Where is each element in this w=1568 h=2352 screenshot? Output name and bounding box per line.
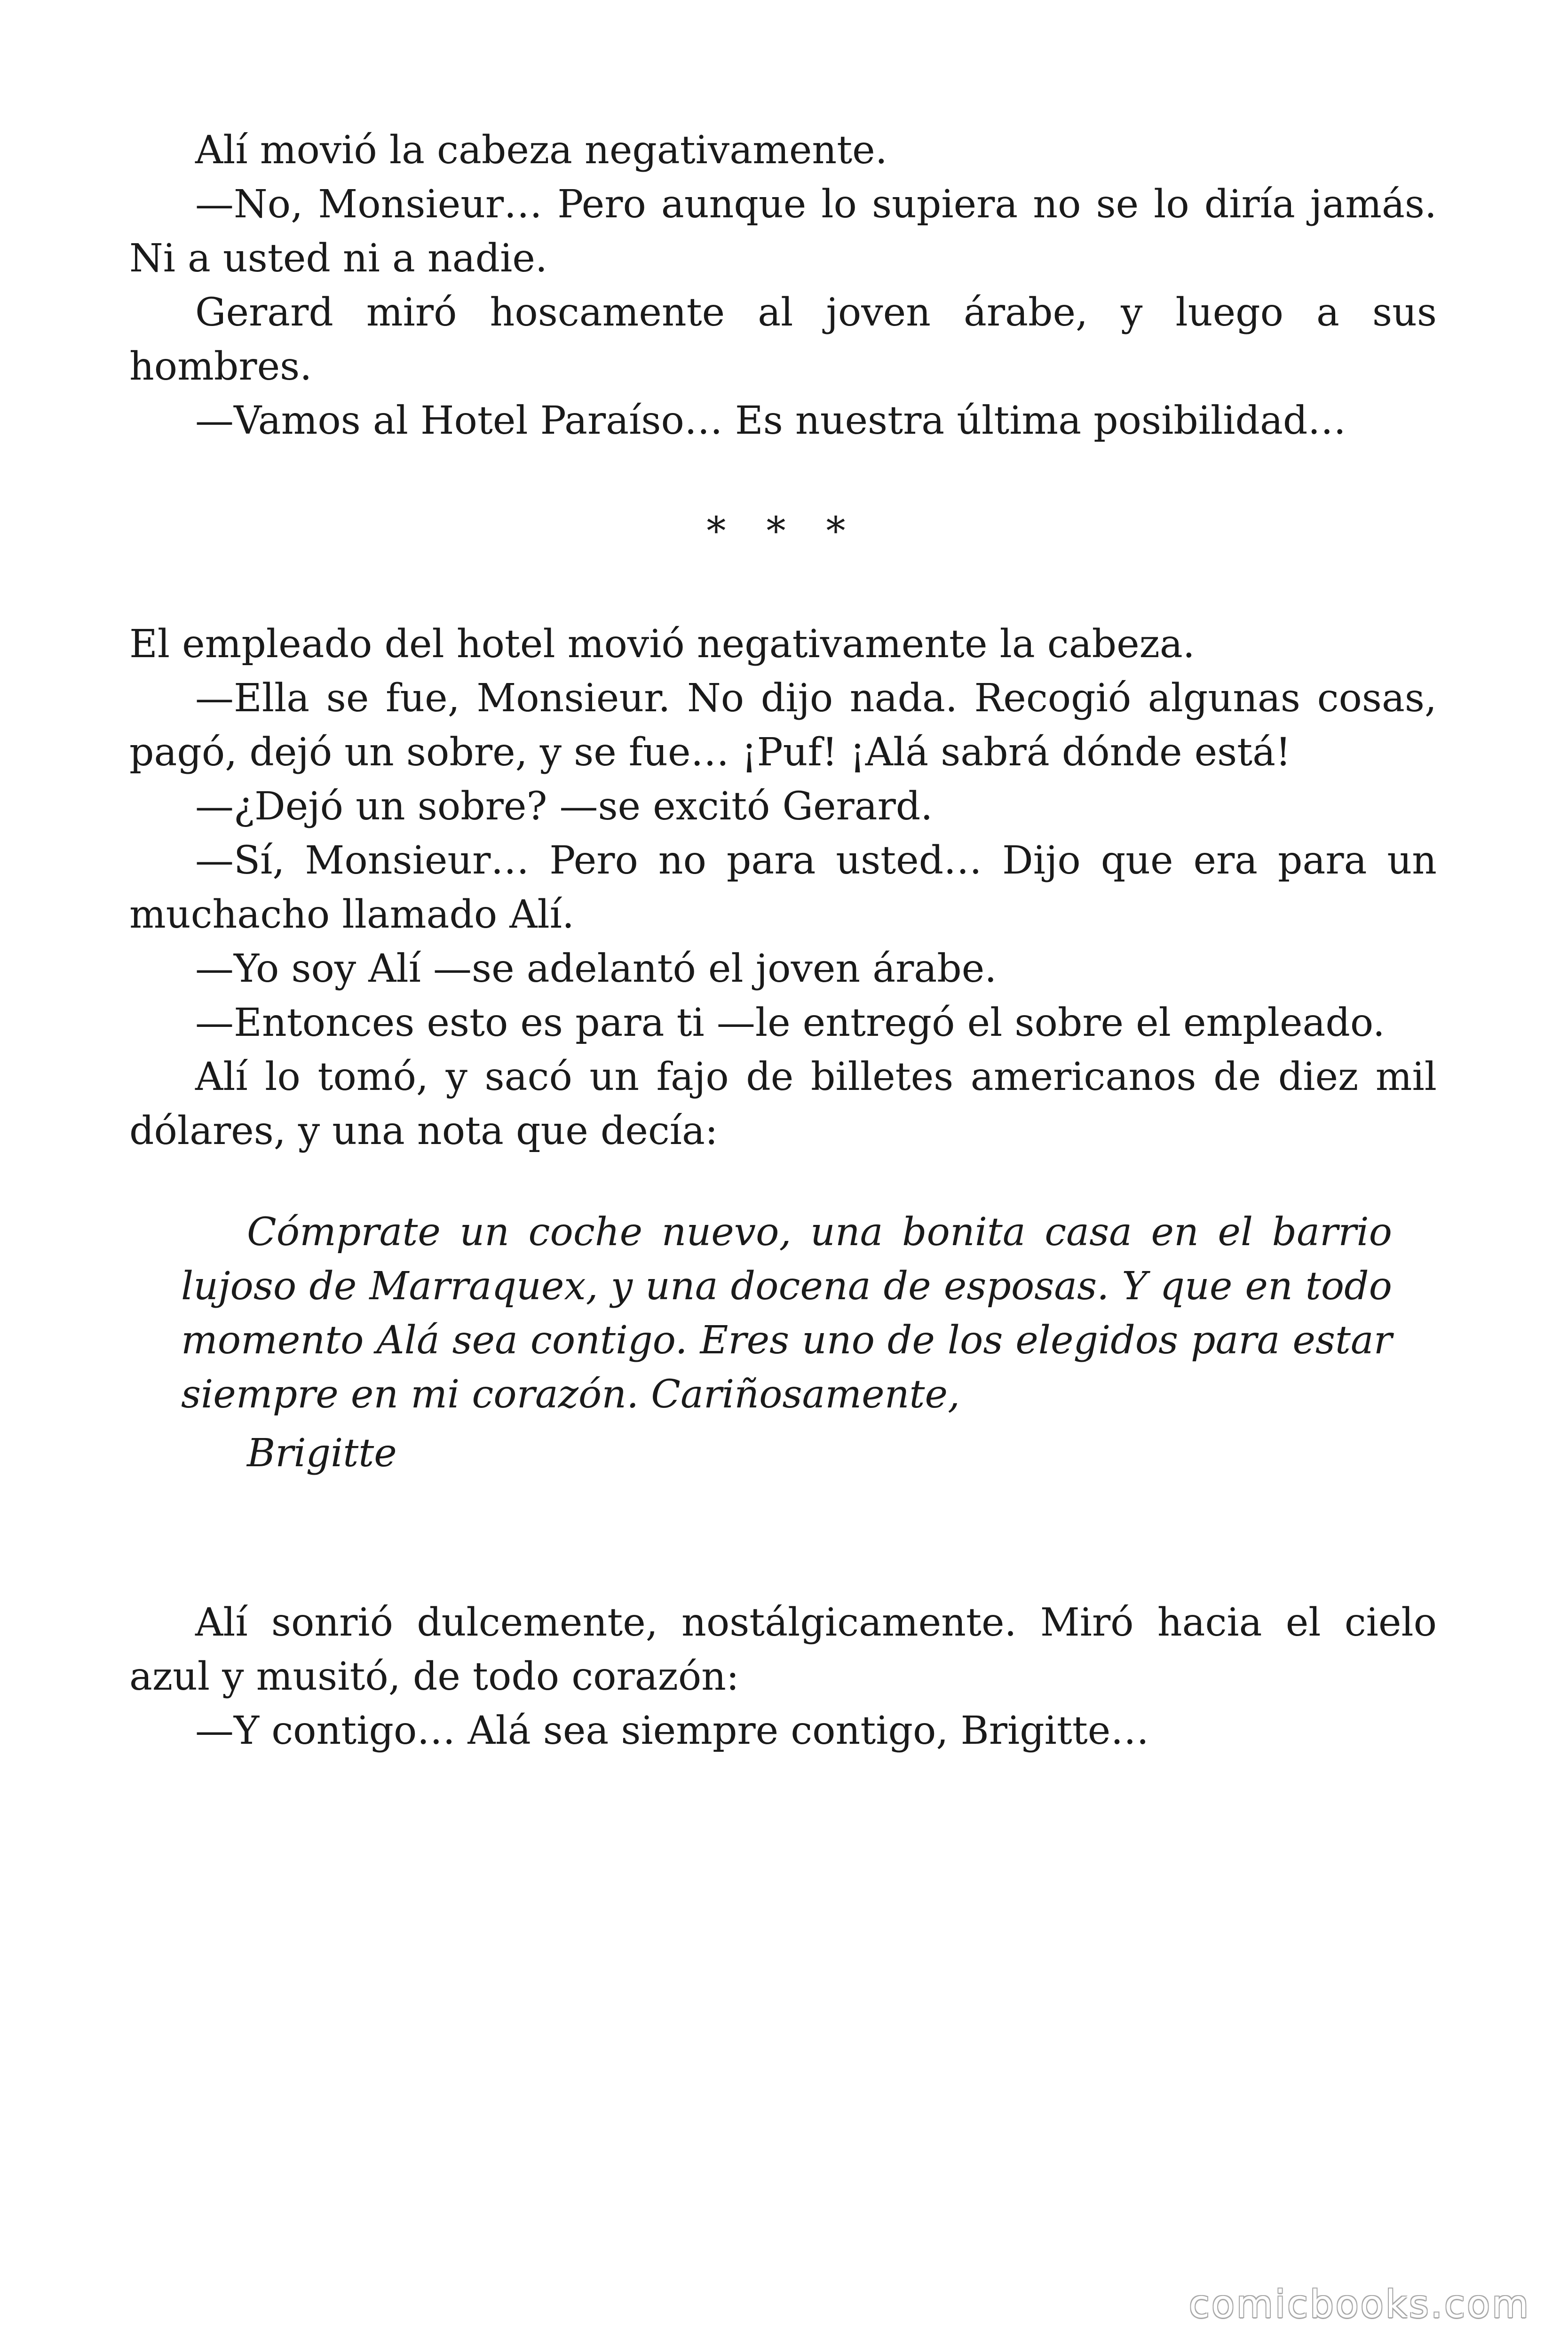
paragraph: Gerard miró hoscamente al joven árabe, y luego a sus hombres. [129,290,1437,389]
paragraph: —¿Dejó un sobre? —se excitó Gerard. [195,784,933,829]
paragraph: Alí lo tomó, y sacó un fajo de billetes americanos de diez mil dólares, y una nota que decía: [129,1055,1437,1153]
paragraph: —No, Monsieur… Pero aunque lo supiera no se lo diría jamás. Ni a usted ni a nadie. [129,182,1437,281]
paragraph: —Vamos al Hotel Paraíso… Es nuestra última posibilidad… [195,398,1346,443]
watermark: comicbooks.com [1188,2282,1530,2326]
scene-break: * * * [706,509,860,554]
paragraph: —Sí, Monsieur… Pero no para usted… Dijo que era para un muchacho llamado Alí. [129,838,1437,937]
paragraph: —Y contigo… Alá sea siempre contigo, Brigitte… [195,1708,1149,1753]
page-body [129,123,1437,1758]
paragraph: Alí movió la cabeza negativamente. [195,128,887,173]
closing-section [129,1596,1437,1758]
quoted-letter [181,1205,1392,1480]
paragraph: —Entonces esto es para ti —le entregó el sobre el empleado. [195,1001,1385,1045]
paragraph: —Ella se fue, Monsieur. No dijo nada. Recogió algunas cosas, pagó, dejó un sobre, y se fue… ¡Puf! ¡Alá sabrá dónde está! [129,676,1437,775]
letter-signature: Brigitte [247,1431,397,1476]
paragraph: El empleado del hotel movió negativamente la cabeza. [129,622,1195,667]
letter-body: Cómprate un coche nuevo, una bonita casa en el barrio lujoso de Marraquex, y una docena de esposas. Y que en todo momento Alá sea contigo. Eres uno de los elegidos para estar siempre en mi corazón. Cariñosamente, [181,1210,1392,1417]
paragraph: Alí sonrió dulcemente, nostálgicamente. Miró hacia el cielo azul y musitó, de todo corazón: [129,1600,1437,1699]
paragraph: —Yo soy Alí —se adelantó el joven árabe. [195,946,997,991]
